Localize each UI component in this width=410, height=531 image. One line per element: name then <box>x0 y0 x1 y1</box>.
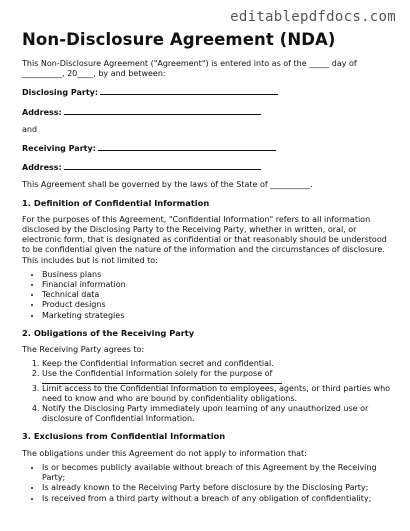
list-item: 4. Notify the Disclosing Party immediately upon learning of any unauthorized use or disclosure of Confidential Information. <box>42 404 396 424</box>
receiving-party-field <box>22 142 396 154</box>
section-1-heading: 1. Definition of Confidential Information <box>22 197 210 208</box>
list-item: • Business plans <box>42 270 396 280</box>
document-title: Non-Disclosure Agreement (NDA) <box>22 30 336 49</box>
disclosing-party-label: Disclosing Party: <box>22 88 99 98</box>
section-2-lead: The Receiving Party agrees to: <box>22 345 145 355</box>
disclosing-address-blank[interactable] <box>64 106 261 115</box>
section-1-list <box>22 270 396 321</box>
list-item: 1. Keep the Confidential Information secret and confidential. <box>42 359 396 369</box>
document-body <box>22 59 396 504</box>
disclosing-party-blank[interactable] <box>100 86 278 95</box>
receiving-party-blank[interactable] <box>98 142 276 151</box>
section-3-lead: The obligations under this Agreement do not apply to information that: <box>22 448 307 458</box>
list-item: • Product designs <box>42 300 396 310</box>
list-item <box>42 369 396 383</box>
disclosing-address-field <box>22 106 396 118</box>
list-item: • Is or becomes publicly available without breach of this Agreement by the Receiving Party; <box>42 463 396 483</box>
receiving-address-field <box>22 161 396 173</box>
governing-law: This Agreement shall be governed by the laws of the State of __________. <box>22 180 313 190</box>
intro-paragraph: This Non-Disclosure Agreement ("Agreement") is entered into as of the _____ day of __________, 20____, by and between: <box>22 59 357 79</box>
section-3-list <box>22 463 396 504</box>
section-2-list <box>22 359 396 424</box>
list-item: • Financial information <box>42 280 396 290</box>
list-item: • Marketing strategies <box>42 311 396 321</box>
list-item: 3. Limit access to the Confidential Information to employees, agents, or third parties who need to know and who are bound by confidentiality obligations. <box>42 384 396 404</box>
receiving-address-label: Address: <box>22 163 62 173</box>
receiving-address-blank[interactable] <box>64 161 261 170</box>
watermark: editablepdfdocs.com <box>230 9 396 25</box>
list-item-text: Use the Confidential Information solely for the purpose of <box>42 369 273 379</box>
section-2-heading: 2. Obligations of the Receiving Party <box>22 327 195 338</box>
disclosing-party-field <box>22 86 396 98</box>
receiving-party-label: Receiving Party: <box>22 144 96 154</box>
list-item: • Technical data <box>42 290 396 300</box>
section-1-body: For the purposes of this Agreement, "Confidential Information" refers to all information disclosed by the Disclosing Party to the Receiving Party, whether in written, oral, or electronic form, that is designated as confidential or that reasonably should be understood to be confidential given the nature of the information and the circumstances of disclosure. This includes but is not limited to: <box>22 214 387 265</box>
list-item: • Is already known to the Receiving Party before disclosure by the Disclosing Party; <box>42 483 396 493</box>
and-text: and <box>22 124 38 134</box>
list-item: • Is received from a third party without a breach of any obligation of confidentiality; <box>42 494 396 504</box>
section-3-heading: 3. Exclusions from Confidential Information <box>22 431 226 442</box>
disclosing-address-label: Address: <box>22 107 62 117</box>
